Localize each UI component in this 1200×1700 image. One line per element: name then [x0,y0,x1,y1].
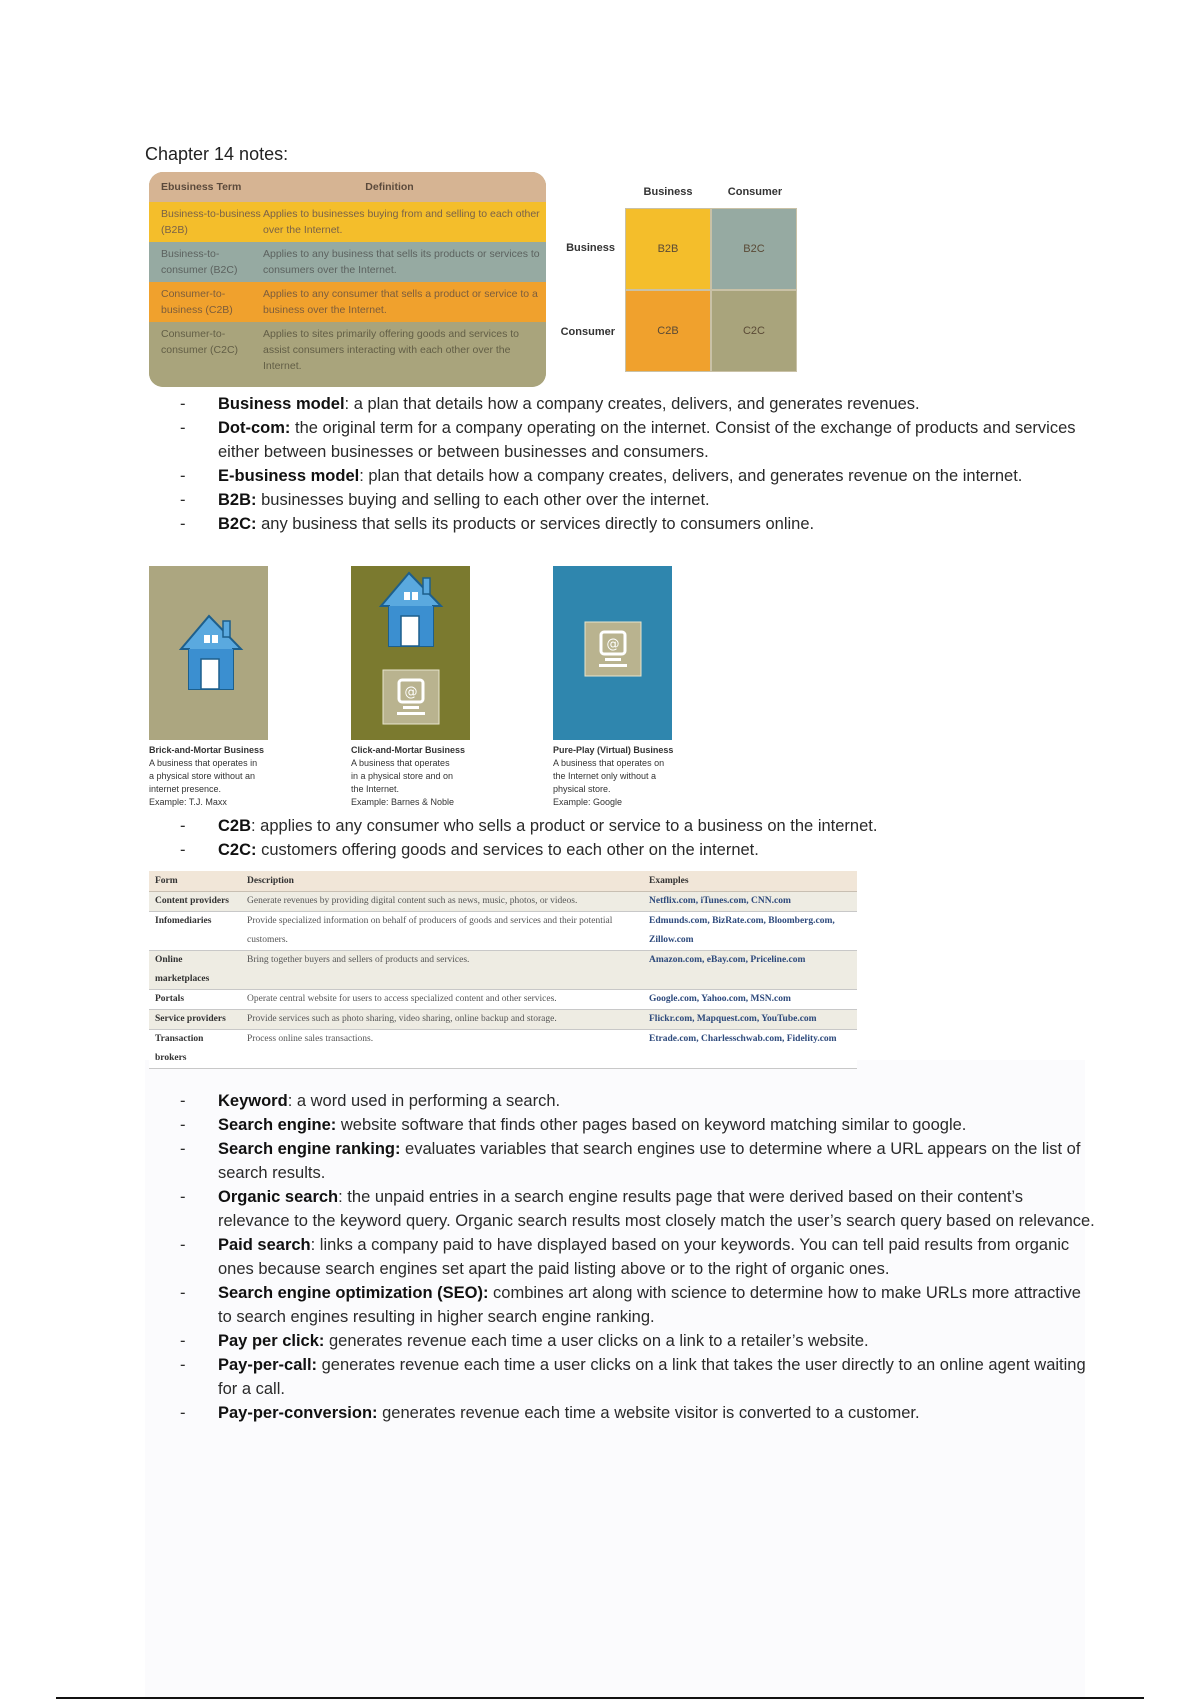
examples-cell: Edmunds.com, BizRate.com, Bloomberg.com, Zillow.com [643,912,857,951]
form-cell: Transaction brokers [149,1030,241,1069]
definition-cell: Applies to any consumer that sells a product or service to a business over the Internet. [263,288,538,316]
brick-and-mortar-image [149,566,268,740]
list-text: the original term for a company operating on the internet. Consist of the exchange of products and services either between businesses or between businesses and consumers. [218,419,1076,461]
list-text: website software that finds other pages based on keyword matching similar to google. [336,1116,967,1134]
definition-cell: Applies to businesses buying from and selling to each other over the Internet. [263,208,540,236]
terms-header-term: Ebusiness Term [161,181,242,193]
description-cell: Bring together buyers and sellers of products and services. [241,951,643,990]
matrix-cell-c2c: C2C [711,290,797,372]
ebusiness-terms-table [149,172,546,387]
term-cell: Consumer-to-business (C2B) [161,288,233,316]
house-icon [351,566,470,740]
list-text: generates revenue each time a website visitor is converted to a customer. [377,1404,920,1422]
caption-line: a physical store without an [149,771,256,781]
ebusiness-forms-table [149,871,857,1069]
list-term: Paid search [218,1236,311,1254]
caption-line: in a physical store and on [351,771,454,781]
description-cell: Operate central website for users to access specialized content and other services. [241,990,643,1010]
caption-line: internet presence. [149,784,222,794]
list-text: : plan that details how a company creates, delivers, and generates revenue on the internet. [359,467,1023,485]
description-cell: Process online sales transactions. [241,1030,643,1069]
forms-header-description: Description [241,871,643,892]
examples-cell: Etrade.com, Charlesschwab.com, Fidelity.com [643,1030,857,1069]
forms-header-row [149,871,857,892]
click-and-mortar-caption [351,744,491,809]
svg-text:@: @ [404,685,418,700]
list-term: Keyword [218,1092,288,1110]
list-item [180,1281,1098,1329]
footer-divider [56,1697,1144,1699]
caption-line: physical store. [553,784,611,794]
terms-row-c2b [149,282,546,322]
definitions-list-3 [180,1089,1098,1425]
matrix-row-consumer: Consumer [560,326,615,338]
list-text: combines art along with science to determine how to make URLs more attractive to search engines resulting in higher search engine ranking. [218,1284,1081,1326]
list-term: Pay-per-call: [218,1356,318,1374]
matrix-row-business: Business [566,242,615,254]
form-cell: Content providers [149,892,241,912]
list-item [180,416,1098,464]
description-cell: Provide specialized information on behalf of producers of goods and services and their potential customers. [241,912,643,951]
list-item [180,1401,1098,1425]
matrix-col-business: Business [643,186,693,198]
computer-icon [383,670,439,724]
computer-icon [553,566,672,740]
list-item [180,464,1098,488]
form-cell: Portals [149,990,241,1010]
caption-title: Pure-Play (Virtual) Business [553,745,674,755]
list-text: : a word used in performing a search. [287,1092,561,1110]
list-item [180,814,1098,838]
examples-cell: Netflix.com, iTunes.com, CNN.com [643,892,857,912]
matrix-cell-c2b: C2B [625,290,711,372]
list-text: : the unpaid entries in a search engine results page that were derived based on their content’s relevance to the keyword query. Organic search results most closely match the user’s search query based on relevance. [218,1188,1095,1230]
list-text: : a plan that details how a company creates, delivers, and generates revenues. [344,395,920,413]
list-item [180,1233,1098,1281]
form-cell: Service providers [149,1010,241,1030]
list-item [180,1089,1098,1113]
table-row [149,1010,857,1030]
caption-line: the Internet only without a [553,771,657,781]
list-term: C2C: [218,841,257,859]
table-row [149,990,857,1010]
caption-line: Example: T.J. Maxx [149,797,227,807]
examples-cell: Google.com, Yahoo.com, MSN.com [643,990,857,1010]
caption-line: Example: Google [553,797,623,807]
pure-play-image [553,566,672,740]
terms-row-c2c [149,322,546,387]
list-term: Dot-com: [218,419,291,437]
house-icon [149,566,268,740]
list-text: : links a company paid to have displayed based on your keywords. You can tell paid results from organic ones because search engines set apart the paid listing above or to the right of organic ones. [218,1236,1070,1278]
list-item [180,512,1098,536]
table-row [149,912,857,951]
caption-line: Example: Barnes & Noble [351,797,455,807]
forms-header-examples: Examples [643,871,857,892]
examples-cell: Flickr.com, Mapquest.com, YouTube.com [643,1010,857,1030]
caption-line: A business that operates on [553,758,665,768]
form-cell: Infomediaries [149,912,241,951]
caption-line: A business that operates [351,758,450,768]
forms-header-form: Form [149,871,241,892]
definition-cell: Applies to sites primarily offering goods and services to assist consumers interacting with each other over the Internet. [263,328,520,372]
list-term: B2B: [218,491,257,509]
list-item [180,838,1098,862]
examples-cell: Amazon.com, eBay.com, Priceline.com [643,951,857,990]
definitions-list-1 [180,392,1098,536]
caption-title: Brick-and-Mortar Business [149,745,265,755]
list-item [180,1185,1098,1233]
list-text: businesses buying and selling to each other over the internet. [256,491,710,509]
list-text: evaluates variables that search engines use to determine where a URL appears on the list of search results. [218,1140,1081,1182]
list-item [180,1329,1098,1353]
definitions-list-2 [180,814,1098,862]
caption-line: the Internet. [351,784,400,794]
list-item [180,392,1098,416]
page-title: Chapter 14 notes: [145,144,289,164]
form-cell: Online marketplaces [149,951,241,990]
pure-play-caption [553,744,693,809]
click-and-mortar-image [351,566,470,740]
list-term: Search engine ranking: [218,1140,401,1158]
list-term: C2B [218,817,252,835]
list-term: Pay per click: [218,1332,325,1350]
description-cell: Provide services such as photo sharing, video sharing, online backup and storage. [241,1010,643,1030]
term-cell: Consumer-to-consumer (C2C) [161,328,239,356]
list-item [180,488,1098,512]
list-term: Search engine optimization (SEO): [218,1284,489,1302]
list-text: : applies to any consumer who sells a product or service to a business on the internet. [251,817,878,835]
table-row [149,951,857,990]
list-term: Pay-per-conversion: [218,1404,378,1422]
svg-text:@: @ [606,637,620,652]
list-term: E-business model [218,467,360,485]
brick-and-mortar-caption [149,744,289,809]
list-term: Organic search [218,1188,339,1206]
list-text: generates revenue each time a user clicks on a link that takes the user directly to an online agent waiting for a call. [218,1356,1086,1398]
list-item [180,1137,1098,1185]
caption-title: Click-and-Mortar Business [351,745,466,755]
list-item [180,1113,1098,1137]
table-row [149,892,857,912]
table-row [149,1030,857,1069]
list-term: Search engine: [218,1116,337,1134]
terms-header-row [149,172,546,202]
definition-cell: Applies to any business that sells its products or services to consumers over the Internet. [263,248,540,276]
description-cell: Generate revenues by providing digital content such as news, music, photos, or videos. [241,892,643,912]
list-text: generates revenue each time a user clicks on a link to a retailer’s website. [324,1332,869,1350]
caption-line: A business that operates in [149,758,258,768]
terms-row-b2b [149,202,546,242]
list-text: customers offering goods and services to each other on the internet. [256,841,759,859]
matrix-cell-b2c: B2C [711,208,797,290]
term-cell: Business-to-consumer (B2C) [161,248,238,276]
list-term: B2C: [218,515,257,533]
list-text: any business that sells its products or services directly to consumers online. [256,515,815,533]
terms-header-definition: Definition [365,181,414,193]
list-item [180,1353,1098,1401]
list-term: Business model [218,395,345,413]
term-cell: Business-to-business (B2B) [161,208,261,236]
matrix-cell-b2b: B2B [625,208,711,290]
matrix-col-consumer: Consumer [727,186,783,198]
terms-row-b2c [149,242,546,282]
